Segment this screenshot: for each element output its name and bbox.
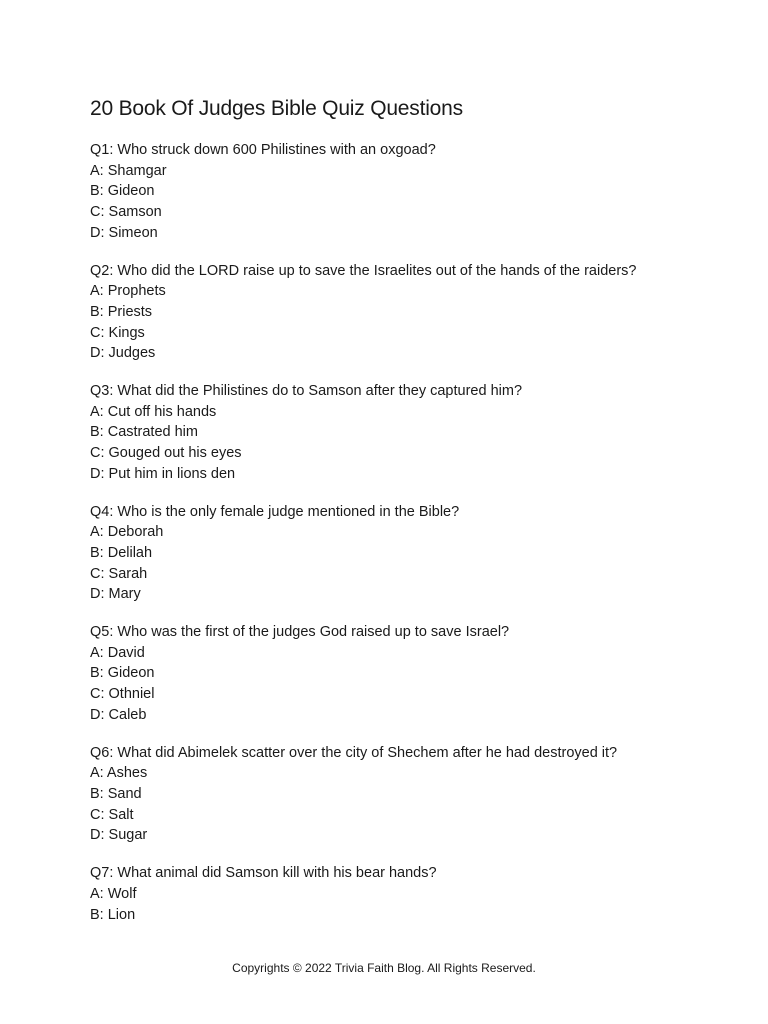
question-text: Q6: What did Abimelek scatter over the city of Shechem after he had destroyed it? xyxy=(90,744,618,761)
answer-option: D: Judges xyxy=(90,345,156,362)
answer-option: B: Delilah xyxy=(90,544,153,561)
answer-option: D: Caleb xyxy=(90,706,147,723)
question-text: Q2: Who did the LORD raise up to save the Israelites out of the hands of the raiders? xyxy=(90,262,637,279)
answer-option: C: Sarah xyxy=(90,565,148,582)
question-block-2 xyxy=(90,261,730,365)
answer-option: B: Priests xyxy=(90,303,153,320)
answer-option: A: Cut off his hands xyxy=(90,403,217,420)
question-block-1 xyxy=(90,140,730,244)
answer-option: B: Gideon xyxy=(90,183,155,200)
answer-option: C: Kings xyxy=(90,324,145,341)
answer-option: A: Ashes xyxy=(90,765,148,782)
answer-option: D: Put him in lions den xyxy=(90,465,236,482)
page-title: 20 Book Of Judges Bible Quiz Questions xyxy=(90,97,463,120)
answer-option: B: Lion xyxy=(90,906,136,923)
question-text: Q5: Who was the first of the judges God raised up to save Israel? xyxy=(90,624,510,641)
answer-option: A: Shamgar xyxy=(90,162,167,179)
answer-option: A: Deborah xyxy=(90,524,164,541)
answer-option: D: Simeon xyxy=(90,224,158,241)
question-text: Q3: What did the Philistines do to Samson after they captured him? xyxy=(90,383,523,400)
question-block-6 xyxy=(90,743,730,847)
question-block-5 xyxy=(90,622,730,726)
question-block-7 xyxy=(90,863,730,925)
question-block-4 xyxy=(90,502,730,606)
document-page xyxy=(90,96,730,942)
answer-option: B: Sand xyxy=(90,785,142,802)
question-text: Q4: Who is the only female judge mentioned in the Bible? xyxy=(90,503,460,520)
copyright-footer: Copyrights © 2022 Trivia Faith Blog. All Rights Reserved. xyxy=(232,961,536,975)
answer-option: C: Othniel xyxy=(90,686,155,703)
question-block-3 xyxy=(90,381,730,485)
question-text: Q1: Who struck down 600 Philistines with an oxgoad? xyxy=(90,142,436,158)
answer-option: C: Salt xyxy=(90,806,134,823)
answer-option: D: Sugar xyxy=(90,827,148,844)
answer-option: D: Mary xyxy=(90,586,141,603)
answer-option: C: Samson xyxy=(90,204,162,221)
answer-option: A: Prophets xyxy=(90,283,166,300)
answer-option: C: Gouged out his eyes xyxy=(90,445,242,462)
answer-option: B: Gideon xyxy=(90,665,155,682)
answer-option: A: Wolf xyxy=(90,885,137,902)
answer-option: A: David xyxy=(90,644,145,661)
question-text: Q7: What animal did Samson kill with his bear hands? xyxy=(90,865,437,882)
answer-option: B: Castrated him xyxy=(90,424,198,441)
